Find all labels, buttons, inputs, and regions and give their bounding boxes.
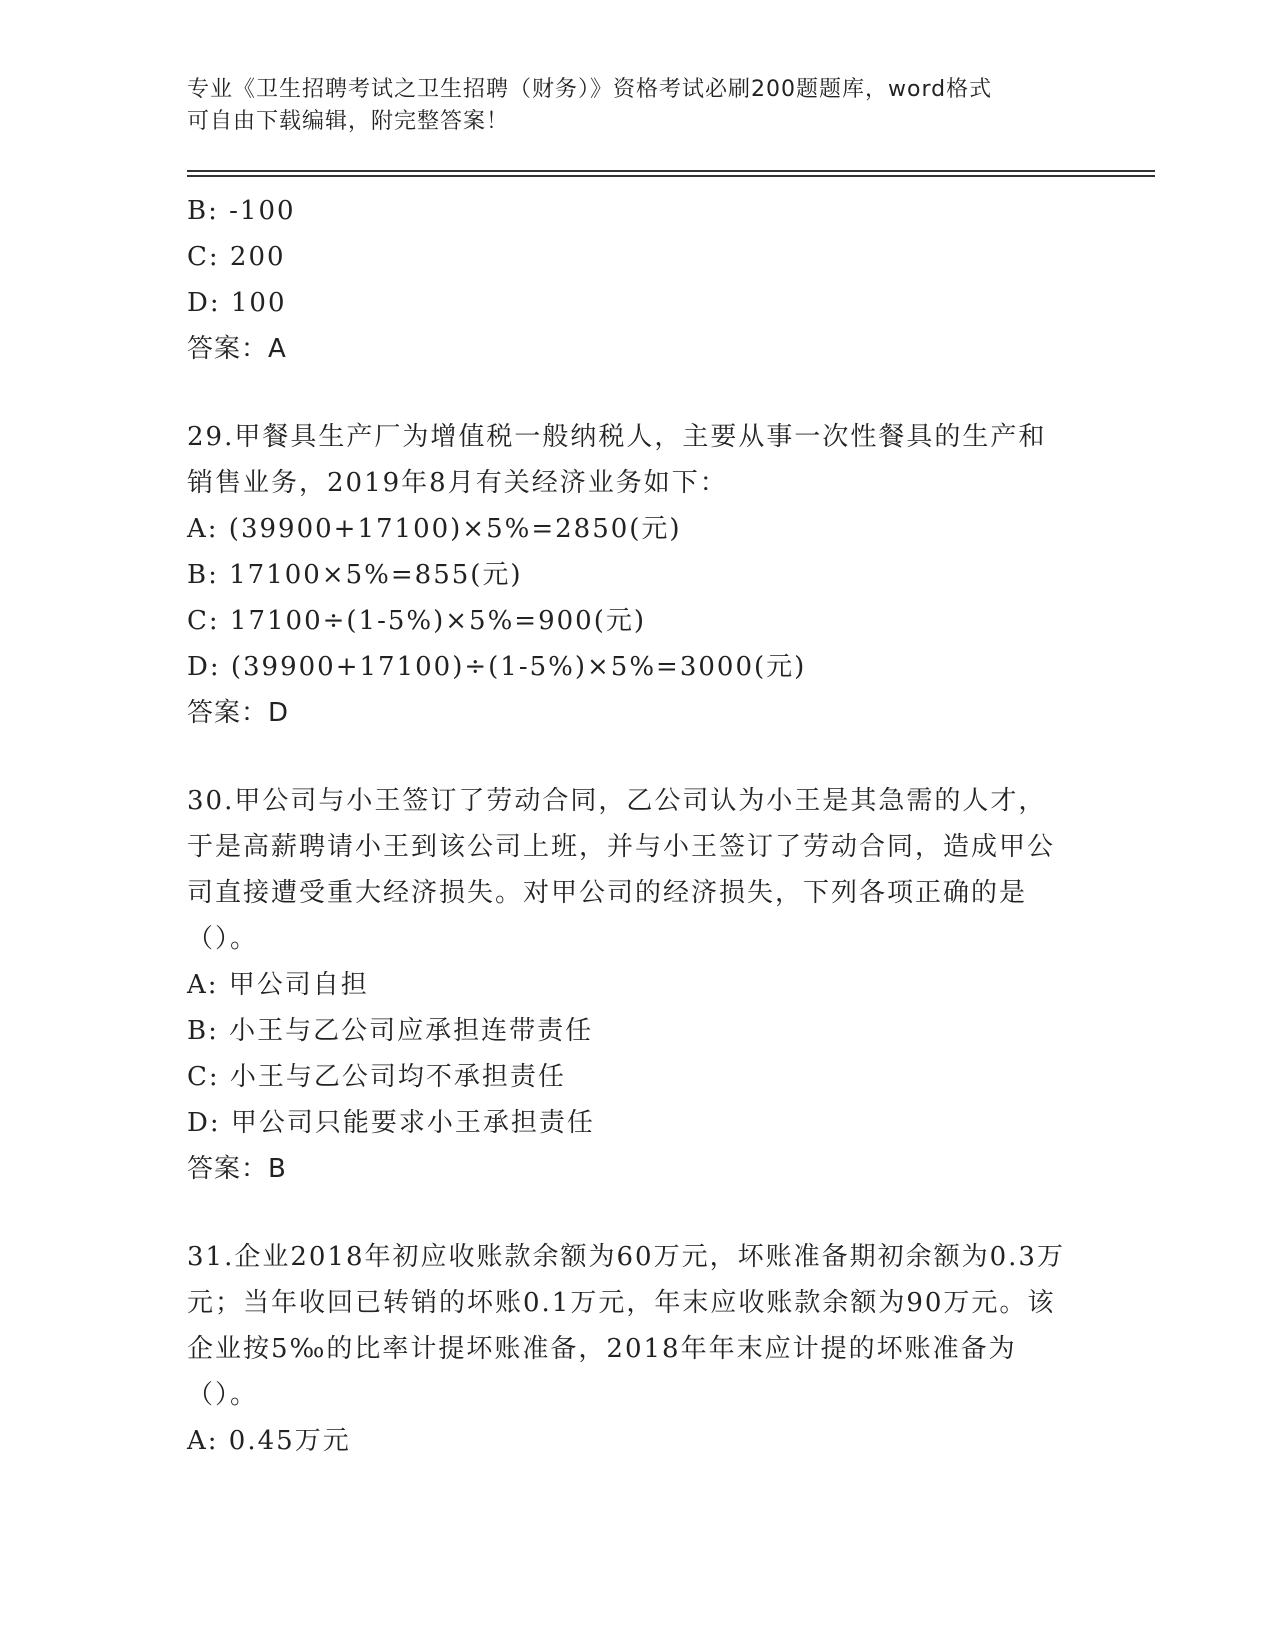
option-d: D: 100 [187, 288, 287, 318]
header-divider-bottom [187, 175, 1155, 177]
option-d: D: (39900+17100)÷(1-5%)×5%=3000(元) [187, 652, 807, 682]
question-stem: 30.甲公司与小王签订了劳动合同，乙公司认为小王是其急需的人才，于是高薪聘请小王到该公司上班，并与小王签订了劳动合同，造成甲公司直接遭受重大经济损失。对甲公司的经济损失，下列各项正确的是（）。 [187, 786, 1056, 954]
option-a: A: 0.45万元 [187, 1426, 351, 1456]
document-body [187, 188, 1067, 1464]
answer-line: 答案：A [187, 334, 287, 364]
option-a: A: 甲公司自担 [187, 970, 369, 1000]
question-stem: 31.企业2018年初应收账款余额为60万元，坏账准备期初余额为0.3万元；当年收回已转销的坏账0.1万元，年末应收账款余额为90万元。该企业按5‰的比率计提坏账准备，2018年年末应计提的坏账准备为（）。 [187, 1242, 1065, 1410]
option-d: D: 甲公司只能要求小王承担责任 [187, 1108, 595, 1138]
option-b: B: -100 [187, 196, 296, 226]
question-29 [187, 414, 1067, 736]
option-a: A: (39900+17100)×5%=2850(元) [187, 514, 682, 544]
header-title-line-2: 可自由下载编辑，附完整答案！ [187, 109, 510, 134]
header-divider-top [187, 170, 1155, 172]
option-b: B: 小王与乙公司应承担连带责任 [187, 1016, 594, 1046]
answer-line: 答案：B [187, 1154, 287, 1184]
page-header [187, 74, 1087, 138]
question-30 [187, 778, 1067, 1192]
option-c: C: 200 [187, 242, 286, 272]
header-title-line-1: 专业《卫生招聘考试之卫生招聘（财务）》资格考试必刷200题题库，word格式 [187, 77, 993, 102]
option-c: C: 17100÷(1-5%)×5%=900(元) [187, 606, 647, 636]
question-28-continued [187, 188, 1067, 372]
question-31 [187, 1234, 1067, 1464]
answer-line: 答案：D [187, 698, 290, 728]
option-c: C: 小王与乙公司均不承担责任 [187, 1062, 566, 1092]
option-b: B: 17100×5%=855(元) [187, 560, 523, 590]
question-stem: 29.甲餐具生产厂为增值税一般纳税人，主要从事一次性餐具的生产和销售业务，2019年8月有关经济业务如下： [187, 422, 1047, 498]
